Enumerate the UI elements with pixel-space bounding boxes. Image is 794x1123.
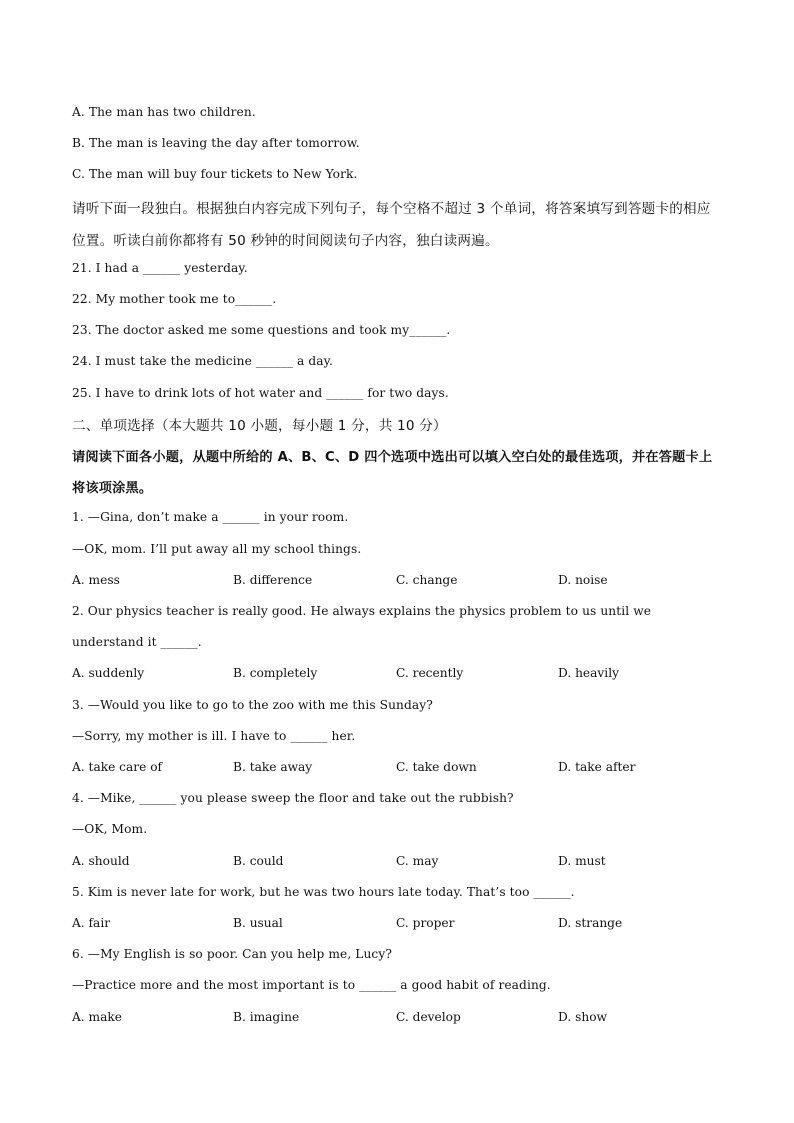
fill-item-25: 25. I have to drink lots of hot water and ______ for two days. [72, 386, 449, 400]
monologue-instruction-line1: 请听下面一段独白。根据独白内容完成下列句子，每个空格不超过 3 个单词，将答案填写到答题卡的相应 [72, 201, 711, 217]
question-3-option-b: B. take away [233, 760, 313, 774]
fill-item-22: 22. My mother took me to______. [72, 292, 277, 306]
question-2-option-d: D. heavily [558, 666, 619, 680]
question-6-option-d: D. show [558, 1010, 607, 1024]
question-2-stem-cont: understand it ______. [72, 635, 202, 649]
question-5-option-a: A. fair [72, 916, 111, 930]
question-4-option-b: B. could [233, 854, 284, 868]
section2-heading: 二、单项选择（本大题共 10 小题，每小题 1 分，共 10 分） [72, 418, 447, 434]
question-3-option-c: C. take down [396, 760, 477, 774]
fill-item-23: 23. The doctor asked me some questions and took my______. [72, 323, 451, 337]
question-1-stem: 1. —Gina, don’t make a ______ in your room. [72, 510, 349, 524]
question-4-option-c: C. may [396, 854, 439, 868]
question-1-option-d: D. noise [558, 573, 608, 587]
question-3-option-a: A. take care of [72, 760, 163, 774]
question-3-reply: —Sorry, my mother is ill. I have to ______ her. [72, 729, 356, 743]
fill-item-21: 21. I had a ______ yesterday. [72, 261, 248, 275]
section2-instruction-line1: 请阅读下面各小题，从题中所给的 A、B、C、D 四个选项中选出可以填入空白处的最佳选项，并在答题卡上 [72, 450, 713, 465]
question-6-option-c: C. develop [396, 1010, 461, 1024]
question-5-option-b: B. usual [233, 916, 283, 930]
monologue-instruction-line2: 位置。听读白前你都将有 50 秒钟的时间阅读句子内容，独白读两遍。 [72, 233, 499, 249]
question-5-option-c: C. proper [396, 916, 455, 930]
question-3-stem: 3. —Would you like to go to the zoo with me this Sunday? [72, 698, 433, 712]
question-6-option-b: B. imagine [233, 1010, 300, 1024]
question-6-option-a: A. make [72, 1010, 122, 1024]
question-2-option-b: B. completely [233, 666, 318, 680]
question-1-option-b: B. difference [233, 573, 313, 587]
question-2-stem: 2. Our physics teacher is really good. He always explains the physics problem to us until we [72, 604, 652, 618]
fill-item-24: 24. I must take the medicine ______ a day. [72, 354, 333, 368]
question-1-reply: —OK, mom. I’ll put away all my school things. [72, 542, 362, 556]
prev-option-c: C. The man will buy four tickets to New York. [72, 167, 358, 181]
question-1-option-a: A. mess [72, 573, 120, 587]
question-3-option-d: D. take after [558, 760, 636, 774]
prev-option-b: B. The man is leaving the day after tomorrow. [72, 136, 360, 150]
question-5-stem: 5. Kim is never late for work, but he was two hours late today. That’s too ______. [72, 885, 575, 899]
question-4-option-a: A. should [72, 854, 130, 868]
question-2-option-c: C. recently [396, 666, 464, 680]
question-4-stem: 4. —Mike, ______ you please sweep the floor and take out the rubbish? [72, 791, 514, 805]
section2-instruction-line2: 将该项涂黑。 [72, 481, 153, 496]
question-4-reply: —OK, Mom. [72, 822, 148, 836]
question-6-reply: —Practice more and the most important is to ______ a good habit of reading. [72, 978, 551, 992]
question-2-option-a: A. suddenly [72, 666, 145, 680]
question-1-option-c: C. change [396, 573, 458, 587]
question-5-option-d: D. strange [558, 916, 623, 930]
prev-option-a: A. The man has two children. [72, 105, 256, 119]
question-6-stem: 6. —My English is so poor. Can you help me, Lucy? [72, 947, 392, 961]
question-4-option-d: D. must [558, 854, 606, 868]
